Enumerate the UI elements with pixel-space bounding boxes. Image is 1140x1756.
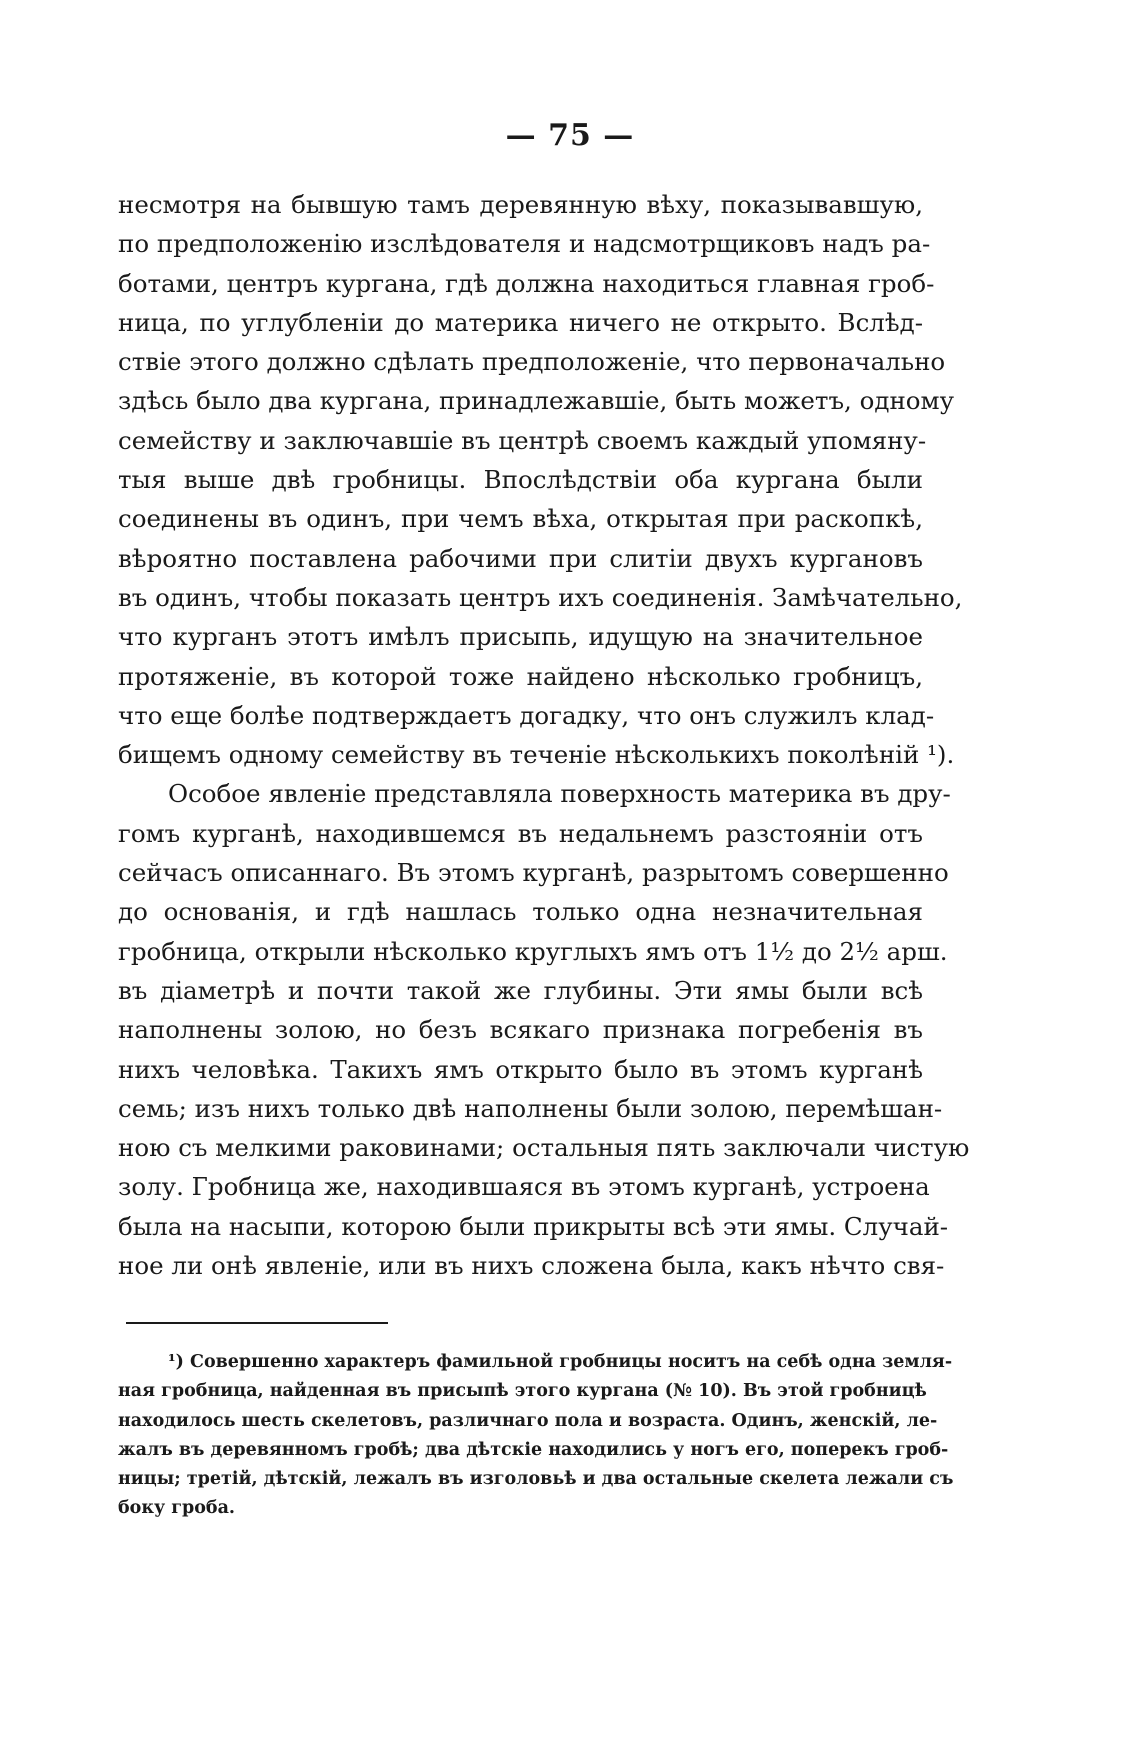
text-line: тыя выше двѣ гробницы. Впослѣдствіи оба кургана были	[118, 465, 923, 495]
text-line: ное ли онѣ явленіе, или въ нихъ сложена была, какъ нѣчто свя-	[118, 1251, 945, 1281]
text-line: бищемъ одному семейству въ теченіе нѣсколькихъ поколѣній ¹).	[118, 740, 955, 770]
text-line: до основанія, и гдѣ нашлась только одна незначительная	[118, 897, 923, 927]
footnote-divider	[126, 1322, 388, 1324]
text-line: соединены въ одинъ, при чемъ вѣха, открытая при раскопкѣ,	[118, 504, 923, 534]
text-line: золу. Гробница же, находившаяся въ этомъ курганѣ, устроена	[118, 1172, 930, 1202]
paragraph	[118, 185, 963, 774]
footnote-line: жалъ въ деревянномъ гробѣ; два дѣтскіе находились у ногъ его, поперекъ гроб-	[118, 1439, 949, 1460]
text-line: ствіе этого должно сдѣлать предположеніе, что первоначально	[118, 347, 946, 377]
text-line: что еще болѣе подтверждаетъ догадку, что онъ служилъ клад-	[118, 700, 935, 730]
text-line: здѣсь было два кургана, принадлежавшіе, быть можетъ, одному	[118, 386, 954, 416]
text-line: гробница, открыли нѣсколько круглыхъ ямъ отъ 1½ до 2½ арш.	[118, 936, 948, 966]
text-line: Особое явленіе представляла поверхность материка въ дру-	[168, 779, 951, 809]
footnote-line: ¹) Совершенно характеръ фамильной гробницы носитъ на себѣ одна земля-	[168, 1352, 953, 1372]
page-number: — 75 —	[505, 118, 635, 153]
text-line: ница, по углубленіи до материка ничего не открыто. Вслѣд-	[118, 307, 923, 337]
paragraph	[118, 774, 970, 1285]
text-line: въ діаметрѣ и почти такой же глубины. Эти ямы были всѣ	[118, 975, 923, 1005]
text-line: вѣроятно поставлена рабочими при слитіи двухъ кургановъ	[118, 543, 923, 573]
text-line: гомъ курганѣ, находившемся въ недальнемъ разстояніи отъ	[118, 818, 923, 848]
text-line: въ одинъ, чтобы показать центръ ихъ соединенія. Замѣчательно,	[118, 582, 963, 612]
footnote	[118, 1348, 954, 1524]
text-line: что курганъ этотъ имѣлъ присыпь, идущую на значительное	[118, 622, 923, 652]
text-line: протяженіе, въ которой тоже найдено нѣсколько гробницъ,	[118, 661, 923, 691]
text-line: наполнены золою, но безъ всякаго признака погребенія въ	[118, 1015, 923, 1045]
text-line: несмотря на бывшую тамъ деревянную вѣху, показывавшую,	[118, 190, 923, 219]
text-line: семейству и заключавшіе въ центрѣ своемъ каждый упомяну-	[118, 425, 927, 455]
footnote-line: боку гроба.	[118, 1498, 236, 1519]
footnote-line: ная гробница, найденная въ присыпѣ этого кургана (№ 10). Въ этой гробницѣ	[118, 1381, 927, 1402]
footnote-line: находилось шесть скелетовъ, различнаго пола и возраста. Одинъ, женскій, ле-	[118, 1410, 938, 1431]
text-line: ботами, центръ кургана, гдѣ должна находиться главная гроб-	[118, 268, 935, 298]
text-line: семь; изъ нихъ только двѣ наполнены были золою, перемѣшан-	[118, 1093, 943, 1123]
footnote-line: ницы; третій, дѣтскій, лежалъ въ изголовьѣ и два остальные скелета лежали съ	[118, 1469, 954, 1490]
text-line: ною съ мелкими раковинами; остальныя пять заключали чистую	[118, 1133, 970, 1163]
text-line: нихъ человѣка. Такихъ ямъ открыто было въ этомъ курганѣ	[118, 1054, 923, 1084]
text-line: сейчасъ описаннаго. Въ этомъ курганѣ, разрытомъ совершенно	[118, 858, 949, 888]
main-text	[118, 185, 970, 1285]
text-line: по предположенію изслѣдователя и надсмотрщиковъ надъ ра-	[118, 229, 931, 259]
text-line: была на насыпи, которою были прикрыты всѣ эти ямы. Случай-	[118, 1211, 949, 1241]
